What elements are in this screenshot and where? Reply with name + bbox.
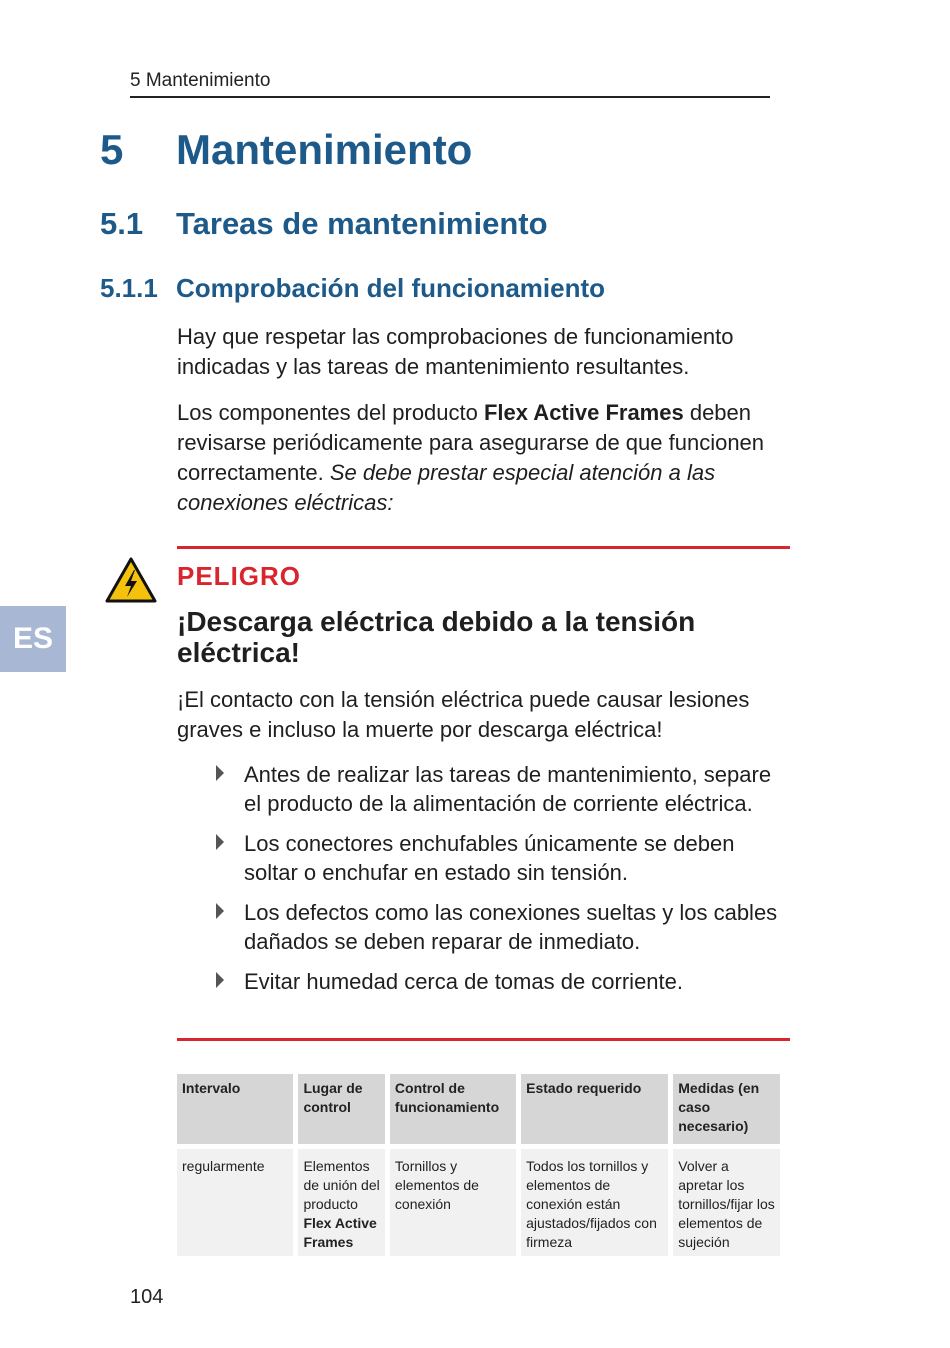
cell-product-name: Flex Active Frames xyxy=(303,1215,377,1250)
components-text-mid: deben revisarse periódicamente para asegurarse de que funcionen correctamente. xyxy=(177,400,765,485)
list-item: Antes de realizar las tareas de mantenimiento, separe el producto de la alimentación de corriente eléctrica. xyxy=(214,760,794,818)
col-header-location: Lugar de control xyxy=(298,1074,384,1144)
cell-state: Todos los tornillos y elementos de conexión están ajustados/fijados con firmeza xyxy=(521,1144,668,1256)
cell-location: Elementos de unión del producto Flex Active Frames xyxy=(298,1144,384,1256)
warning-steps xyxy=(214,760,794,1007)
list-item: Los defectos como las conexiones sueltas y los cables dañados se deben reparar de inmediato. xyxy=(214,898,794,956)
chapter-heading xyxy=(100,126,472,174)
list-item: Los conectores enchufables únicamente se deben soltar o enchufar en estado sin tensión. xyxy=(214,829,794,887)
col-header-measures: Medidas (en caso necesario) xyxy=(673,1074,780,1144)
language-tab: ES xyxy=(0,606,66,672)
subsection-number: 5.1.1 xyxy=(100,273,158,303)
warning-title: ¡Descarga eléctrica debido a la tensión eléctrica! xyxy=(177,606,696,668)
cell-measures: Volver a apretar los tornillos/fijar los elementos de sujeción xyxy=(673,1144,780,1256)
subsection-heading xyxy=(100,273,605,304)
subsection-title: Comprobación del funcionamiento xyxy=(176,273,606,303)
list-item: Evitar humedad cerca de tomas de corriente. xyxy=(214,967,794,996)
components-paragraph xyxy=(177,398,777,518)
section-number: 5.1 xyxy=(100,206,144,241)
electric-hazard-icon xyxy=(104,556,158,604)
maintenance-table xyxy=(172,1074,785,1256)
arrow-right-icon xyxy=(216,972,224,988)
components-emphasis: Se debe prestar especial atención a las conexiones eléctricas: xyxy=(177,460,716,515)
table-header-row xyxy=(177,1074,780,1144)
table-row xyxy=(177,1144,780,1256)
cell-interval: regularmente xyxy=(177,1144,293,1256)
chapter-number: 5 xyxy=(100,126,124,173)
cell-check: Tornillos y elementos de conexión xyxy=(390,1144,516,1256)
page-number: 104 xyxy=(130,1286,164,1308)
signal-word: PELIGRO xyxy=(177,561,302,591)
warning-text: ¡El contacto con la tensión eléctrica puede causar lesiones graves e incluso la muerte por descarga eléctrica! xyxy=(177,687,750,742)
product-name: Flex Active Frames xyxy=(483,400,684,425)
running-header: 5 Mantenimiento xyxy=(130,70,770,98)
arrow-right-icon xyxy=(216,765,224,781)
chapter-title: Mantenimiento xyxy=(176,126,473,173)
section-heading xyxy=(100,206,548,242)
section-title: Tareas de mantenimiento xyxy=(176,206,548,241)
col-header-state: Estado requerido xyxy=(521,1074,668,1144)
arrow-right-icon xyxy=(216,903,224,919)
arrow-right-icon xyxy=(216,834,224,850)
col-header-interval: Intervalo xyxy=(177,1074,293,1144)
warning-top-rule xyxy=(177,546,790,549)
components-text-pre: Los componentes del producto xyxy=(177,400,484,425)
warning-bottom-rule xyxy=(177,1038,790,1041)
col-header-check: Control de funcionamiento xyxy=(390,1074,516,1144)
intro-paragraph: Hay que respetar las comprobaciones de funcionamiento indicadas y las tareas de mantenimiento resultantes. xyxy=(177,324,734,379)
